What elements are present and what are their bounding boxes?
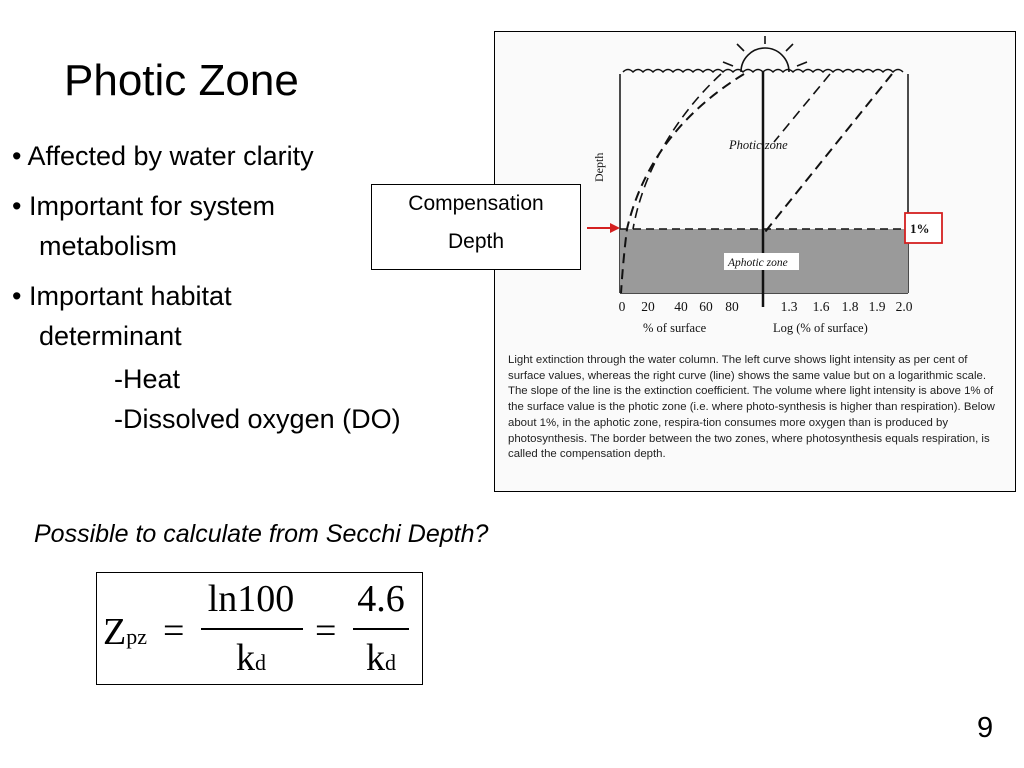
- equation-k-2-subscript: d: [385, 650, 396, 675]
- y-axis-label: Depth: [592, 152, 606, 182]
- x-tick-left-60: 60: [699, 299, 713, 314]
- x-tick-left-0: 0: [618, 299, 626, 314]
- equation-equals-1: =: [163, 610, 185, 652]
- equation-denominator-1: [197, 636, 305, 680]
- callout-line-2: Depth: [447, 230, 505, 253]
- equation-fraction-bar-1: [201, 628, 303, 630]
- callout-line-1: Compensation: [408, 192, 544, 215]
- x-axis-label-left: % of surface: [643, 321, 707, 335]
- x-tick-right-1.9: 1.9: [868, 299, 886, 314]
- x-tick-right-1.3: 1.3: [780, 299, 798, 314]
- slide-number: 9: [977, 712, 994, 744]
- bullet-habitat-determinant-cont: determinant: [39, 321, 182, 351]
- bullet-system-metabolism: • Important for system: [12, 191, 276, 221]
- equation-numerator-1: ln100: [207, 578, 295, 620]
- photic-depth-equation: [96, 572, 423, 685]
- x-tick-right-2.0: 2.0: [895, 299, 913, 314]
- x-tick-left-80: 80: [725, 299, 739, 314]
- equation-k-1: k: [236, 637, 255, 679]
- equation-z-subscript: pz: [126, 624, 147, 649]
- subitem-dissolved-oxygen: -Dissolved oxygen (DO): [114, 404, 401, 434]
- aphotic-zone-label: Aphotic zone: [728, 257, 788, 269]
- x-tick-left-40: 40: [674, 299, 688, 314]
- figure-caption: Light extinction through the water column. The left curve shows light intensity as per cent of surface values, whereas the right curve (line) shows the same value but on a logarithmic scale. The slope of the line is the extinction coefficient. The volume where light intensity is above 1% of the surface value is the photic zone (i.e. where photo-synthesis is higher than respiration). Below about 1%, in the aphotic zone, respira-tion consumes more oxygen than is produced by photosynthesis. The border between the two zones, where photosynthesis equals respiration, is called the compensation depth.: [508, 354, 995, 461]
- equation-equals-2: =: [315, 610, 337, 652]
- secchi-question: Possible to calculate from Secchi Depth?: [34, 520, 489, 548]
- x-tick-right-1.8: 1.8: [841, 299, 859, 314]
- one-percent-marker-label: 1%: [910, 221, 930, 236]
- equation-k-1-subscript: d: [255, 650, 266, 675]
- x-axis-label-right: Log (% of surface): [773, 321, 868, 335]
- x-tick-right-1.6: 1.6: [812, 299, 830, 314]
- equation-k-2: k: [366, 637, 385, 679]
- equation-denominator-2: [349, 636, 413, 680]
- equation-fraction-bar-2: [353, 628, 409, 630]
- subitem-heat: -Heat: [114, 364, 181, 394]
- photic-zone-label: Photic zone: [729, 138, 788, 152]
- slide-title: Photic Zone: [64, 56, 299, 105]
- x-tick-left-20: 20: [641, 299, 655, 314]
- bullet-water-clarity: • Affected by water clarity: [12, 141, 314, 171]
- equation-z: Z: [103, 611, 127, 653]
- bullet-system-metabolism-cont: metabolism: [39, 231, 178, 261]
- equation-numerator-2: 4.6: [357, 578, 405, 620]
- compensation-depth-callout: [371, 184, 581, 270]
- bullet-habitat-determinant: • Important habitat: [12, 281, 232, 311]
- equation-lhs: [103, 610, 147, 654]
